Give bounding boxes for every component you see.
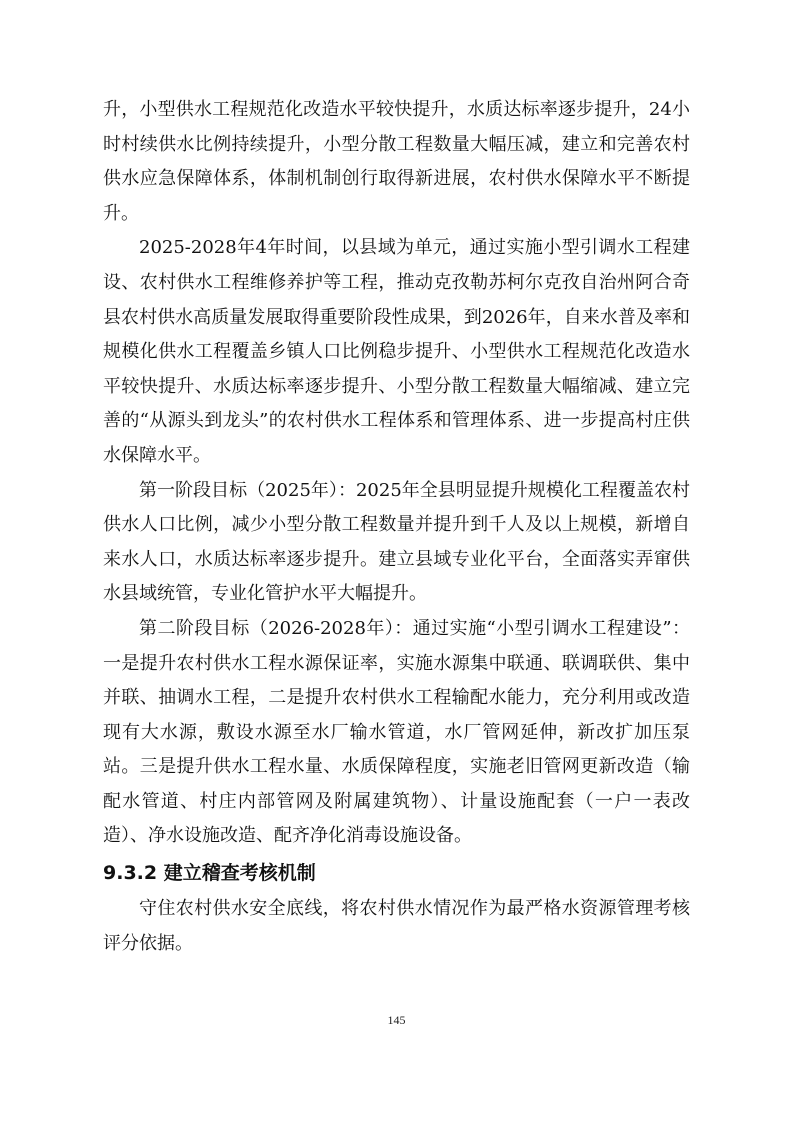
page-content	[103, 93, 690, 961]
page-number: 145	[387, 1013, 406, 1027]
paragraph-continuation: 升，小型供水工程规范化改造水平较快提升，水质达标率逐步提升，24小时村续供水比例持续提升，小型分散工程数量大幅压减，建立和完善农村供水应急保障体系，体制机制创行取得新进展，农村供水保障水平不断提升。	[103, 99, 690, 224]
section-paragraph: 守住农村供水安全底线，将农村供水情况作为最严格水资源管理考核评分依据。	[103, 898, 690, 954]
paragraph-stage-two: 第二阶段目标（2026-2028年）：通过实施“小型引调水工程建设”：一是提升农村供水工程水源保证率，实施水源集中联通、联调联供、集中并联、抽调水工程，二是提升农村供水工程输配水能力，充分利用或改造现有大水源，敷设水源至水厂输水管道，水厂管网延伸，新改扩加压泵站。三是提升供水工程水量、水质保障程度，实施老旧管网更新改造（输配水管道、村庄内部管网及附属建筑物）、计量设施配套（一户一表改造）、净水设施改造、配齐净化消毒设施设备。	[103, 617, 690, 847]
section-heading: 9.3.2 建立稽查考核机制	[103, 862, 316, 885]
paragraph-stage-one: 第一阶段目标（2025年）：2025年全县明显提升规模化工程覆盖农村供水人口比例，减少小型分散工程数量并提升到千人及以上规模，新增自来水人口，水质达标率逐步提升。建立县域专业化平台，全面落实弄窜供水县域统管，专业化管护水平大幅提升。	[103, 479, 690, 605]
paragraph-overview: 2025-2028年4年时间，以县域为单元，通过实施小型引调水工程建设、农村供水工程维修养护等工程，推动克孜勒苏柯尔克孜自治州阿合奇县农村供水高质量发展取得重要阶段性成果，到2026年，自来水普及率和规模化供水工程覆盖乡镇人口比例稳步提升、小型供水工程规范化改造水平较快提升、水质达标率逐步提升、小型分散工程数量大幅缩减、建立完善的“从源头到龙头”的农村供水工程体系和管理体系、进一步提高村庄供水保障水平。	[103, 237, 690, 466]
